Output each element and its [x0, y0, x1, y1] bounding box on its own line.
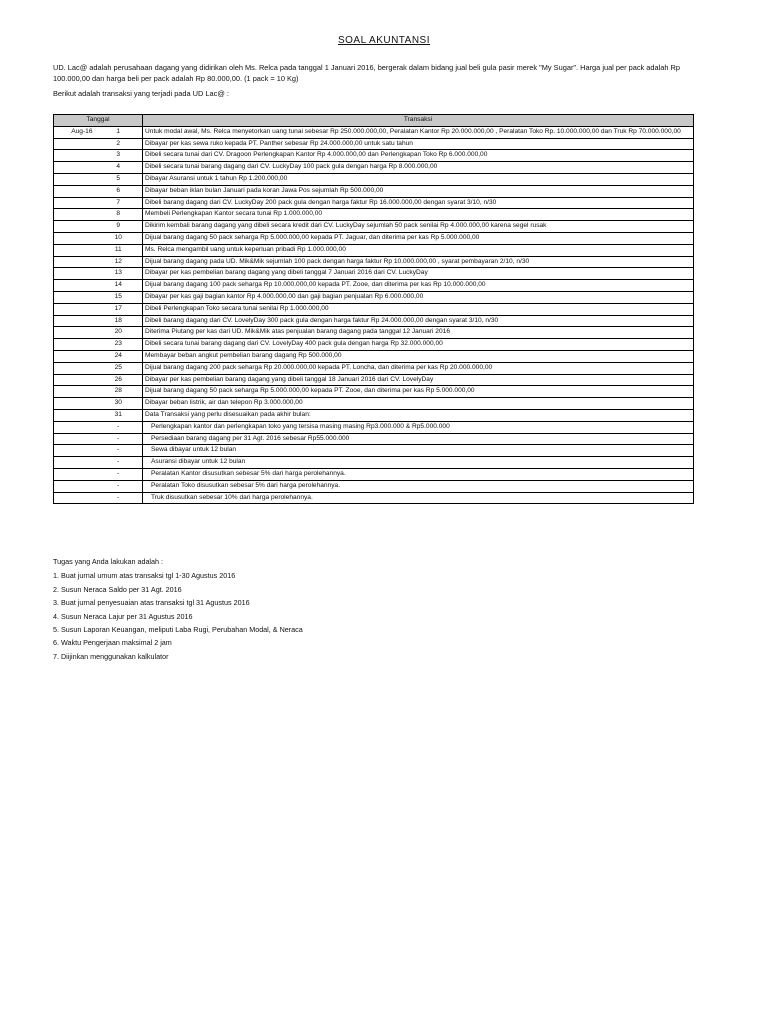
- table-row: [54, 303, 694, 315]
- row-month-cell: [54, 480, 95, 492]
- transaction-column-header: Transaksi: [143, 115, 694, 127]
- table-row: [54, 457, 694, 469]
- row-month-cell: [54, 386, 95, 398]
- row-transaction-cell: Dibeli Perlengkapan Toko secara tunai senilai Rp 1.000.000,00: [143, 303, 694, 315]
- row-day-cell: 3: [95, 150, 143, 162]
- row-month-cell: Aug-16: [54, 126, 95, 138]
- row-day-cell: 1: [95, 126, 143, 138]
- row-transaction-cell: Dibayar beban listrik, air dan telepon Rp 3.000.000,00: [143, 398, 694, 410]
- table-row: [54, 350, 694, 362]
- row-transaction-cell: Dibeli secara tunai dari CV. Dragoon Perlengkapan Kantor Rp 4.000.000,00 dan Perlengkapan Toko Rp 6.000.000,00: [143, 150, 694, 162]
- row-day-cell: 13: [95, 268, 143, 280]
- table-row: [54, 374, 694, 386]
- table-row: [54, 268, 694, 280]
- row-month-cell: [54, 162, 95, 174]
- row-month-cell: [54, 268, 95, 280]
- row-day-cell: 25: [95, 362, 143, 374]
- row-month-cell: [54, 185, 95, 197]
- table-row: [54, 173, 694, 185]
- row-day-cell: 6: [95, 185, 143, 197]
- table-row: [54, 421, 694, 433]
- row-day-cell: 14: [95, 280, 143, 292]
- row-day-cell: -: [95, 421, 143, 433]
- row-day-cell: 17: [95, 303, 143, 315]
- table-row: [54, 162, 694, 174]
- row-month-cell: [54, 138, 95, 150]
- tasks-list: [53, 569, 303, 663]
- row-transaction-cell: Dibayar Asuransi untuk 1 tahun Rp 1.200.000,00: [143, 173, 694, 185]
- row-day-cell: 8: [95, 209, 143, 221]
- row-day-cell: 18: [95, 315, 143, 327]
- row-month-cell: [54, 173, 95, 185]
- row-day-cell: 30: [95, 398, 143, 410]
- row-transaction-cell: Dibayar beban iklan bulan Januari pada koran Jawa Pos sejumlah Rp 500.000,00: [143, 185, 694, 197]
- row-transaction-cell: Dibeli barang dagang dari CV. LuckyDay 200 pack gula dengan harga faktur Rp 16.000.000,00 dengan syarat 3/10, n/30: [143, 197, 694, 209]
- table-row: [54, 280, 694, 292]
- table-header-row: [54, 115, 694, 127]
- row-day-cell: 23: [95, 339, 143, 351]
- row-month-cell: [54, 445, 95, 457]
- table-row: [54, 126, 694, 138]
- row-day-cell: 28: [95, 386, 143, 398]
- table-row: [54, 209, 694, 221]
- tasks-section: [53, 555, 303, 663]
- row-month-cell: [54, 244, 95, 256]
- row-month-cell: [54, 339, 95, 351]
- row-day-cell: -: [95, 480, 143, 492]
- row-transaction-cell: Perlengkapan kantor dan perlengkapan toko yang tersisa masing masing Rp3.000.000 & Rp5.000.000: [143, 421, 694, 433]
- row-month-cell: [54, 197, 95, 209]
- table-row: [54, 150, 694, 162]
- row-transaction-cell: Peralatan Toko disusutkan sebesar 5% dari harga perolehannya.: [143, 480, 694, 492]
- row-transaction-cell: Ms. Relca mengambil uang untuk keperluan pribadi Rp 1.000.000,00: [143, 244, 694, 256]
- table-row: [54, 315, 694, 327]
- row-transaction-cell: Dijual barang dagang 50 pack seharga Rp 5.000.000,00 kepada PT. Zooe, dan diterima per kas Rp 5.000.000,00: [143, 386, 694, 398]
- row-transaction-cell: Dikirim kembali barang dagang yang dibeli secara kredit dari CV. LuckyDay sejumlah 50 pack senilai Rp 4.000.000,00 karena segel rusak: [143, 221, 694, 233]
- transactions-lead: Berikut adalah transaksi yang terjadi pada UD Lac@ :: [53, 89, 229, 98]
- table-row: [54, 138, 694, 150]
- row-transaction-cell: Persediaan barang dagang per 31 Agt. 2016 sebesar Rp55.000.000: [143, 433, 694, 445]
- row-day-cell: 10: [95, 232, 143, 244]
- table-row: [54, 468, 694, 480]
- row-transaction-cell: Asuransi dibayar untuk 12 bulan: [143, 457, 694, 469]
- row-transaction-cell: Diterima Piutang per kas dari UD. Mik&Mik atas penjualan barang dagang pada tanggal 12 Januari 2016: [143, 327, 694, 339]
- row-day-cell: 31: [95, 409, 143, 421]
- row-month-cell: [54, 327, 95, 339]
- row-month-cell: [54, 303, 95, 315]
- task-item: 7. Diijinkan menggunakan kalkulator: [53, 651, 169, 661]
- row-transaction-cell: Peralatan Kantor disusutkan sebesar 5% dari harga perolehannya.: [143, 468, 694, 480]
- date-column-header: Tanggal: [54, 115, 143, 127]
- row-month-cell: [54, 256, 95, 268]
- table-row: [54, 433, 694, 445]
- row-day-cell: -: [95, 468, 143, 480]
- row-day-cell: -: [95, 457, 143, 469]
- row-month-cell: [54, 150, 95, 162]
- row-transaction-cell: Data Transaksi yang perlu disesuaikan pada akhir bulan:: [143, 409, 694, 421]
- row-day-cell: 7: [95, 197, 143, 209]
- row-transaction-cell: Membayar beban angkut pembelian barang dagang Rp 500.000,00: [143, 350, 694, 362]
- table-row: [54, 197, 694, 209]
- row-transaction-cell: Dijual barang dagang 200 pack seharga Rp 20.000.000,00 kepada PT. Loncha, dan diterima per kas Rp 20.000.000,00: [143, 362, 694, 374]
- row-day-cell: 20: [95, 327, 143, 339]
- table-row: [54, 232, 694, 244]
- row-month-cell: [54, 362, 95, 374]
- row-transaction-cell: Dibayar per kas pembelian barang dagang yang dibeli tanggal 7 Januari 2016 dari CV. LuckyDay: [143, 268, 694, 280]
- document-title: SOAL AKUNTANSI: [337, 35, 431, 46]
- row-day-cell: -: [95, 445, 143, 457]
- row-day-cell: 2: [95, 138, 143, 150]
- row-month-cell: [54, 409, 95, 421]
- table-row: [54, 327, 694, 339]
- row-month-cell: [54, 221, 95, 233]
- row-transaction-cell: Dibayar per kas pembelian barang dagang yang dibeli tanggal 18 Januari 2016 dari CV. LovelyDay: [143, 374, 694, 386]
- task-item: 2. Susun Neraca Saldo per 31 Agt. 2016: [53, 584, 182, 594]
- table-row: [54, 492, 694, 504]
- row-day-cell: 11: [95, 244, 143, 256]
- row-transaction-cell: Dibeli barang dagang dari CV. LovelyDay 300 pack gula dengan harga faktur Rp 24.000.000,00 dengan syarat 3/10, n/30: [143, 315, 694, 327]
- table-row: [54, 221, 694, 233]
- row-month-cell: [54, 468, 95, 480]
- row-transaction-cell: Dibeli secara tunai barang dagang dari CV. LuckyDay 100 pack gula dengan harga Rp 8.000.000,00: [143, 162, 694, 174]
- task-item: 4. Susun Neraca Lajur per 31 Agustus 2016: [53, 611, 193, 621]
- table-row: [54, 244, 694, 256]
- task-item: 1. Buat jurnal umum atas transaksi tgl 1-30 Agustus 2016: [53, 571, 236, 581]
- row-month-cell: [54, 398, 95, 410]
- row-month-cell: [54, 492, 95, 504]
- row-month-cell: [54, 457, 95, 469]
- row-day-cell: 12: [95, 256, 143, 268]
- row-day-cell: 15: [95, 291, 143, 303]
- row-month-cell: [54, 291, 95, 303]
- row-month-cell: [54, 232, 95, 244]
- row-day-cell: 24: [95, 350, 143, 362]
- row-transaction-cell: Dibayar per kas gaji bagian kantor Rp 4.000.000,00 dan gaji bagian penjualan Rp 6.000.000,00: [143, 291, 694, 303]
- table-row: [54, 291, 694, 303]
- row-month-cell: [54, 209, 95, 221]
- task-item: 5. Susun Laporan Keuangan, meliputi Laba Rugi, Perubahan Modal, & Neraca: [53, 625, 303, 635]
- table-row: [54, 386, 694, 398]
- row-month-cell: [54, 280, 95, 292]
- row-month-cell: [54, 350, 95, 362]
- row-transaction-cell: Dijual barang dagang pada UD. Mik&Mik sejumlah 100 pack dengan harga faktur Rp 10.000.000,00 , syarat pembayaran 2/10, n/30: [143, 256, 694, 268]
- table-row: [54, 480, 694, 492]
- row-day-cell: 26: [95, 374, 143, 386]
- table-row: [54, 256, 694, 268]
- row-transaction-cell: Dibeli secara tunai barang dagang dari CV. LovelyDay 400 pack gula dengan harga Rp 32.000.000,00: [143, 339, 694, 351]
- row-month-cell: [54, 421, 95, 433]
- table-row: [54, 339, 694, 351]
- row-day-cell: -: [95, 492, 143, 504]
- row-transaction-cell: Membeli Perlengkapan Kantor secara tunai Rp 1.000.000,00: [143, 209, 694, 221]
- table-row: [54, 185, 694, 197]
- row-transaction-cell: Dibayar per kas sewa ruko kepada PT. Panther sebesar Rp 24.000.000,00 untuk satu tahun: [143, 138, 694, 150]
- row-day-cell: 4: [95, 162, 143, 174]
- intro-paragraph: UD. Lac@ adalah perusahaan dagang yang didirikan oleh Ms. Relca pada tanggal 1 Januari 2016, bergerak dalam bidang jual beli gula pasir merek "My Sugar". Harga jual per pack adalah Rp 100.000,00 dan harga beli per pack adalah Rp 80.000,00. (1 pack = 10 Kg): [53, 63, 680, 83]
- row-month-cell: [54, 433, 95, 445]
- row-day-cell: 5: [95, 173, 143, 185]
- transactions-body: [54, 126, 694, 504]
- row-transaction-cell: Untuk modal awal, Ms. Relca menyetorkan uang tunai sebesar Rp 250.000.000,00, Peralatan Kantor Rp 20.000.000,00 , Peralatan Toko Rp. 10.000.000,00 dan Truk Rp 70.000.000,00: [143, 126, 694, 138]
- row-month-cell: [54, 315, 95, 327]
- row-transaction-cell: Truk disusutkan sebesar 10% dari harga perolehannya.: [143, 492, 694, 504]
- table-row: [54, 362, 694, 374]
- task-item: 3. Buat jurnal penyesuaian atas transaksi tgl 31 Agustus 2016: [53, 598, 250, 608]
- table-row: [54, 409, 694, 421]
- table-row: [54, 445, 694, 457]
- row-month-cell: [54, 374, 95, 386]
- row-day-cell: -: [95, 433, 143, 445]
- row-transaction-cell: Dijual barang dagang 50 pack seharga Rp 5.000.000,00 kepada PT. Jaguar, dan diterima per kas Rp 5.000.000,00: [143, 232, 694, 244]
- tasks-heading: Tugas yang Anda lakukan adalah :: [53, 557, 164, 566]
- row-transaction-cell: Sewa dibayar untuk 12 bulan: [143, 445, 694, 457]
- transactions-table: [53, 114, 694, 504]
- row-day-cell: 9: [95, 221, 143, 233]
- table-row: [54, 398, 694, 410]
- task-item: 6. Waktu Pengerjaan maksimal 2 jam: [53, 638, 172, 648]
- row-transaction-cell: Dijual barang dagang 100 pack seharga Rp 10.000.000,00 kepada PT. Zooe, dan diterima per kas Rp 10.000.000,00: [143, 280, 694, 292]
